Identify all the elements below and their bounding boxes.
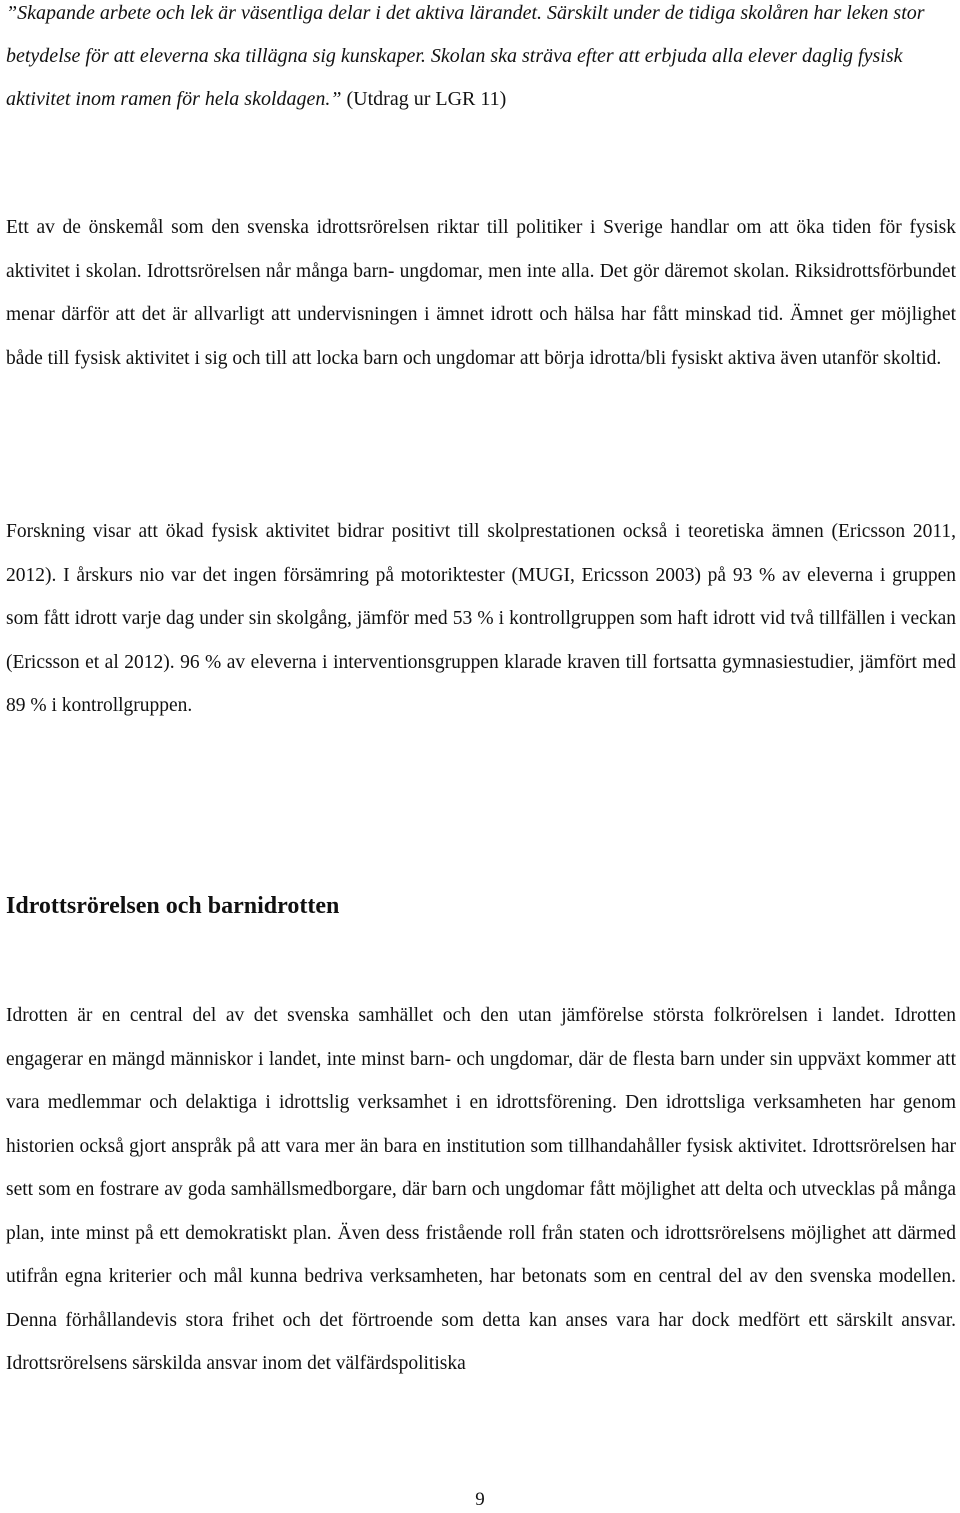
- page-number: 9: [475, 1489, 485, 1510]
- quote-text: ”Skapande arbete och lek är väsentliga delar i det aktiva lärandet. Särskilt under de tidiga skolåren har leken stor betydelse för att eleverna ska tillägna sig kunskaper. Skolan ska sträva efter att erbjuda alla elever daglig fysisk aktivitet inom ramen för hela skoldagen.”: [6, 2, 925, 110]
- curriculum-quote: [6, 0, 956, 121]
- paragraph-research-findings: Forskning visar att ökad fysisk aktivitet bidrar positivt till skolprestationen också i teoretiska ämnen (Ericsson 2011, 2012). I årskurs nio var det ingen försämring på motoriktester (MUGI, Ericsson 2003) på 93 % av eleverna i gruppen som fått idrott varje dag under sin skolgång, jämför med 53 % i kontrollgruppen som haft idrott vid två tillfällen i veckan (Ericsson et al 2012). 96 % av eleverna i interventionsgruppen klarade kraven till fortsatta gymnasiestudier, jämfört med 89 % i kontrollgruppen.: [6, 521, 956, 716]
- quote-source: (Utdrag ur LGR 11): [341, 88, 507, 110]
- paragraph-sports-movement-wishes: Ett av de önskemål som den svenska idrottsrörelsen riktar till politiker i Sverige handlar om att öka tiden för fysisk aktivitet i skolan. Idrottsrörelsen når många barn- ungdomar, men inte alla. Det gör däremot skolan. Riksidrottsförbundet menar därför att det är allvarligt att undervisningen i ämnet idrott och hälsa har fått minskad tid. Ämnet ger möjlighet både till fysisk aktivitet i sig och till att locka barn och ungdomar att börja idrotta/bli fysiskt aktiva även utanför skoltid.: [6, 217, 956, 369]
- section-heading: Idrottsrörelsen och barnidrotten: [6, 893, 340, 919]
- paragraph-sports-in-society: Idrotten är en central del av det svenska samhället och den utan jämförelse största folkrörelsen i landet. Idrotten engagerar en mängd människor i landet, inte minst barn- och ungdomar, där de flesta barn under sin uppväxt kommer att vara medlemmar och delaktiga i idrottslig verksamhet i en idrottsförening. Den idrottsliga verksamheten har genom historien också gjort anspråk på att vara mer än bara en institution som tillhandahåller fysisk aktivitet. Idrottsrörelsen har sett som en fostrare av goda samhällsmedborgare, där barn och ungdomar fått möjlighet att delta och utvecklas på många plan, inte minst på ett demokratiskt plan. Även dess fristående roll från staten och idrottsrörelsens möjlighet att därmed utifrån egna kriterier och mål kunna bedriva verksamheten, har betonats som en central del av den svenska modellen. Denna förhållandevis stora frihet och det förtroende som detta kan anses vara har dock medfört ett särskilt ansvar. Idrottsrörelsens särskilda ansvar inom det välfärdspolitiska: [6, 1005, 956, 1374]
